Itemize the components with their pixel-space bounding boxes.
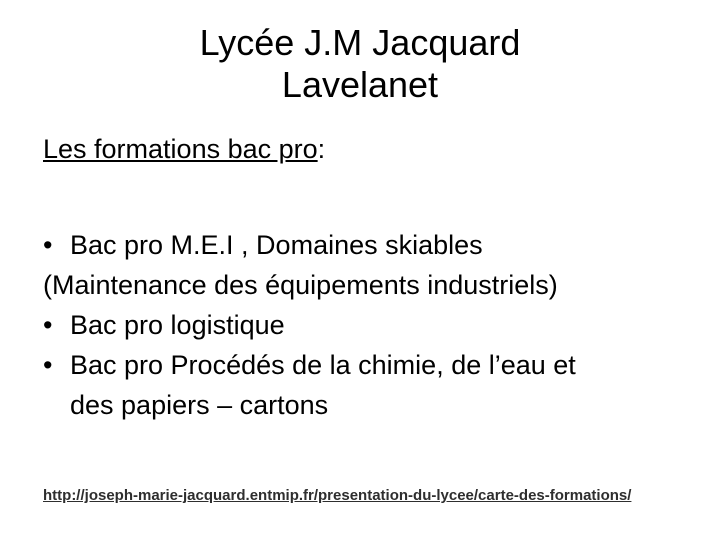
- list-item: [43, 225, 703, 265]
- bullet-icon: •: [43, 350, 53, 380]
- formations-list: [43, 225, 703, 425]
- list-item-text: des papiers – cartons: [70, 390, 329, 420]
- list-item-text: Bac pro logistique: [70, 310, 285, 340]
- title-line-town: Lavelanet: [281, 64, 439, 105]
- list-item-text: Bac pro M.E.I , Domaines skiables: [70, 230, 483, 260]
- section-heading-colon: :: [317, 134, 326, 164]
- section-heading: [43, 133, 325, 165]
- title-line-school: Lycée J.M Jacquard: [199, 22, 521, 63]
- list-item-text: (Maintenance des équipements industriels): [43, 270, 558, 300]
- slide-title: [0, 22, 720, 106]
- list-item-continuation: [43, 265, 703, 305]
- list-item-continuation: [43, 385, 703, 425]
- bullet-icon: •: [43, 310, 53, 340]
- bullet-icon: •: [43, 230, 53, 260]
- list-item: [43, 345, 703, 385]
- list-item: [43, 305, 703, 345]
- list-item-text: Bac pro Procédés de la chimie, de l’eau et: [70, 350, 576, 380]
- section-heading-text: Les formations bac pro: [43, 134, 318, 164]
- formations-map-link[interactable]: http://joseph-marie-jacquard.entmip.fr/presentation-du-lycee/carte-des-formations/: [43, 487, 632, 504]
